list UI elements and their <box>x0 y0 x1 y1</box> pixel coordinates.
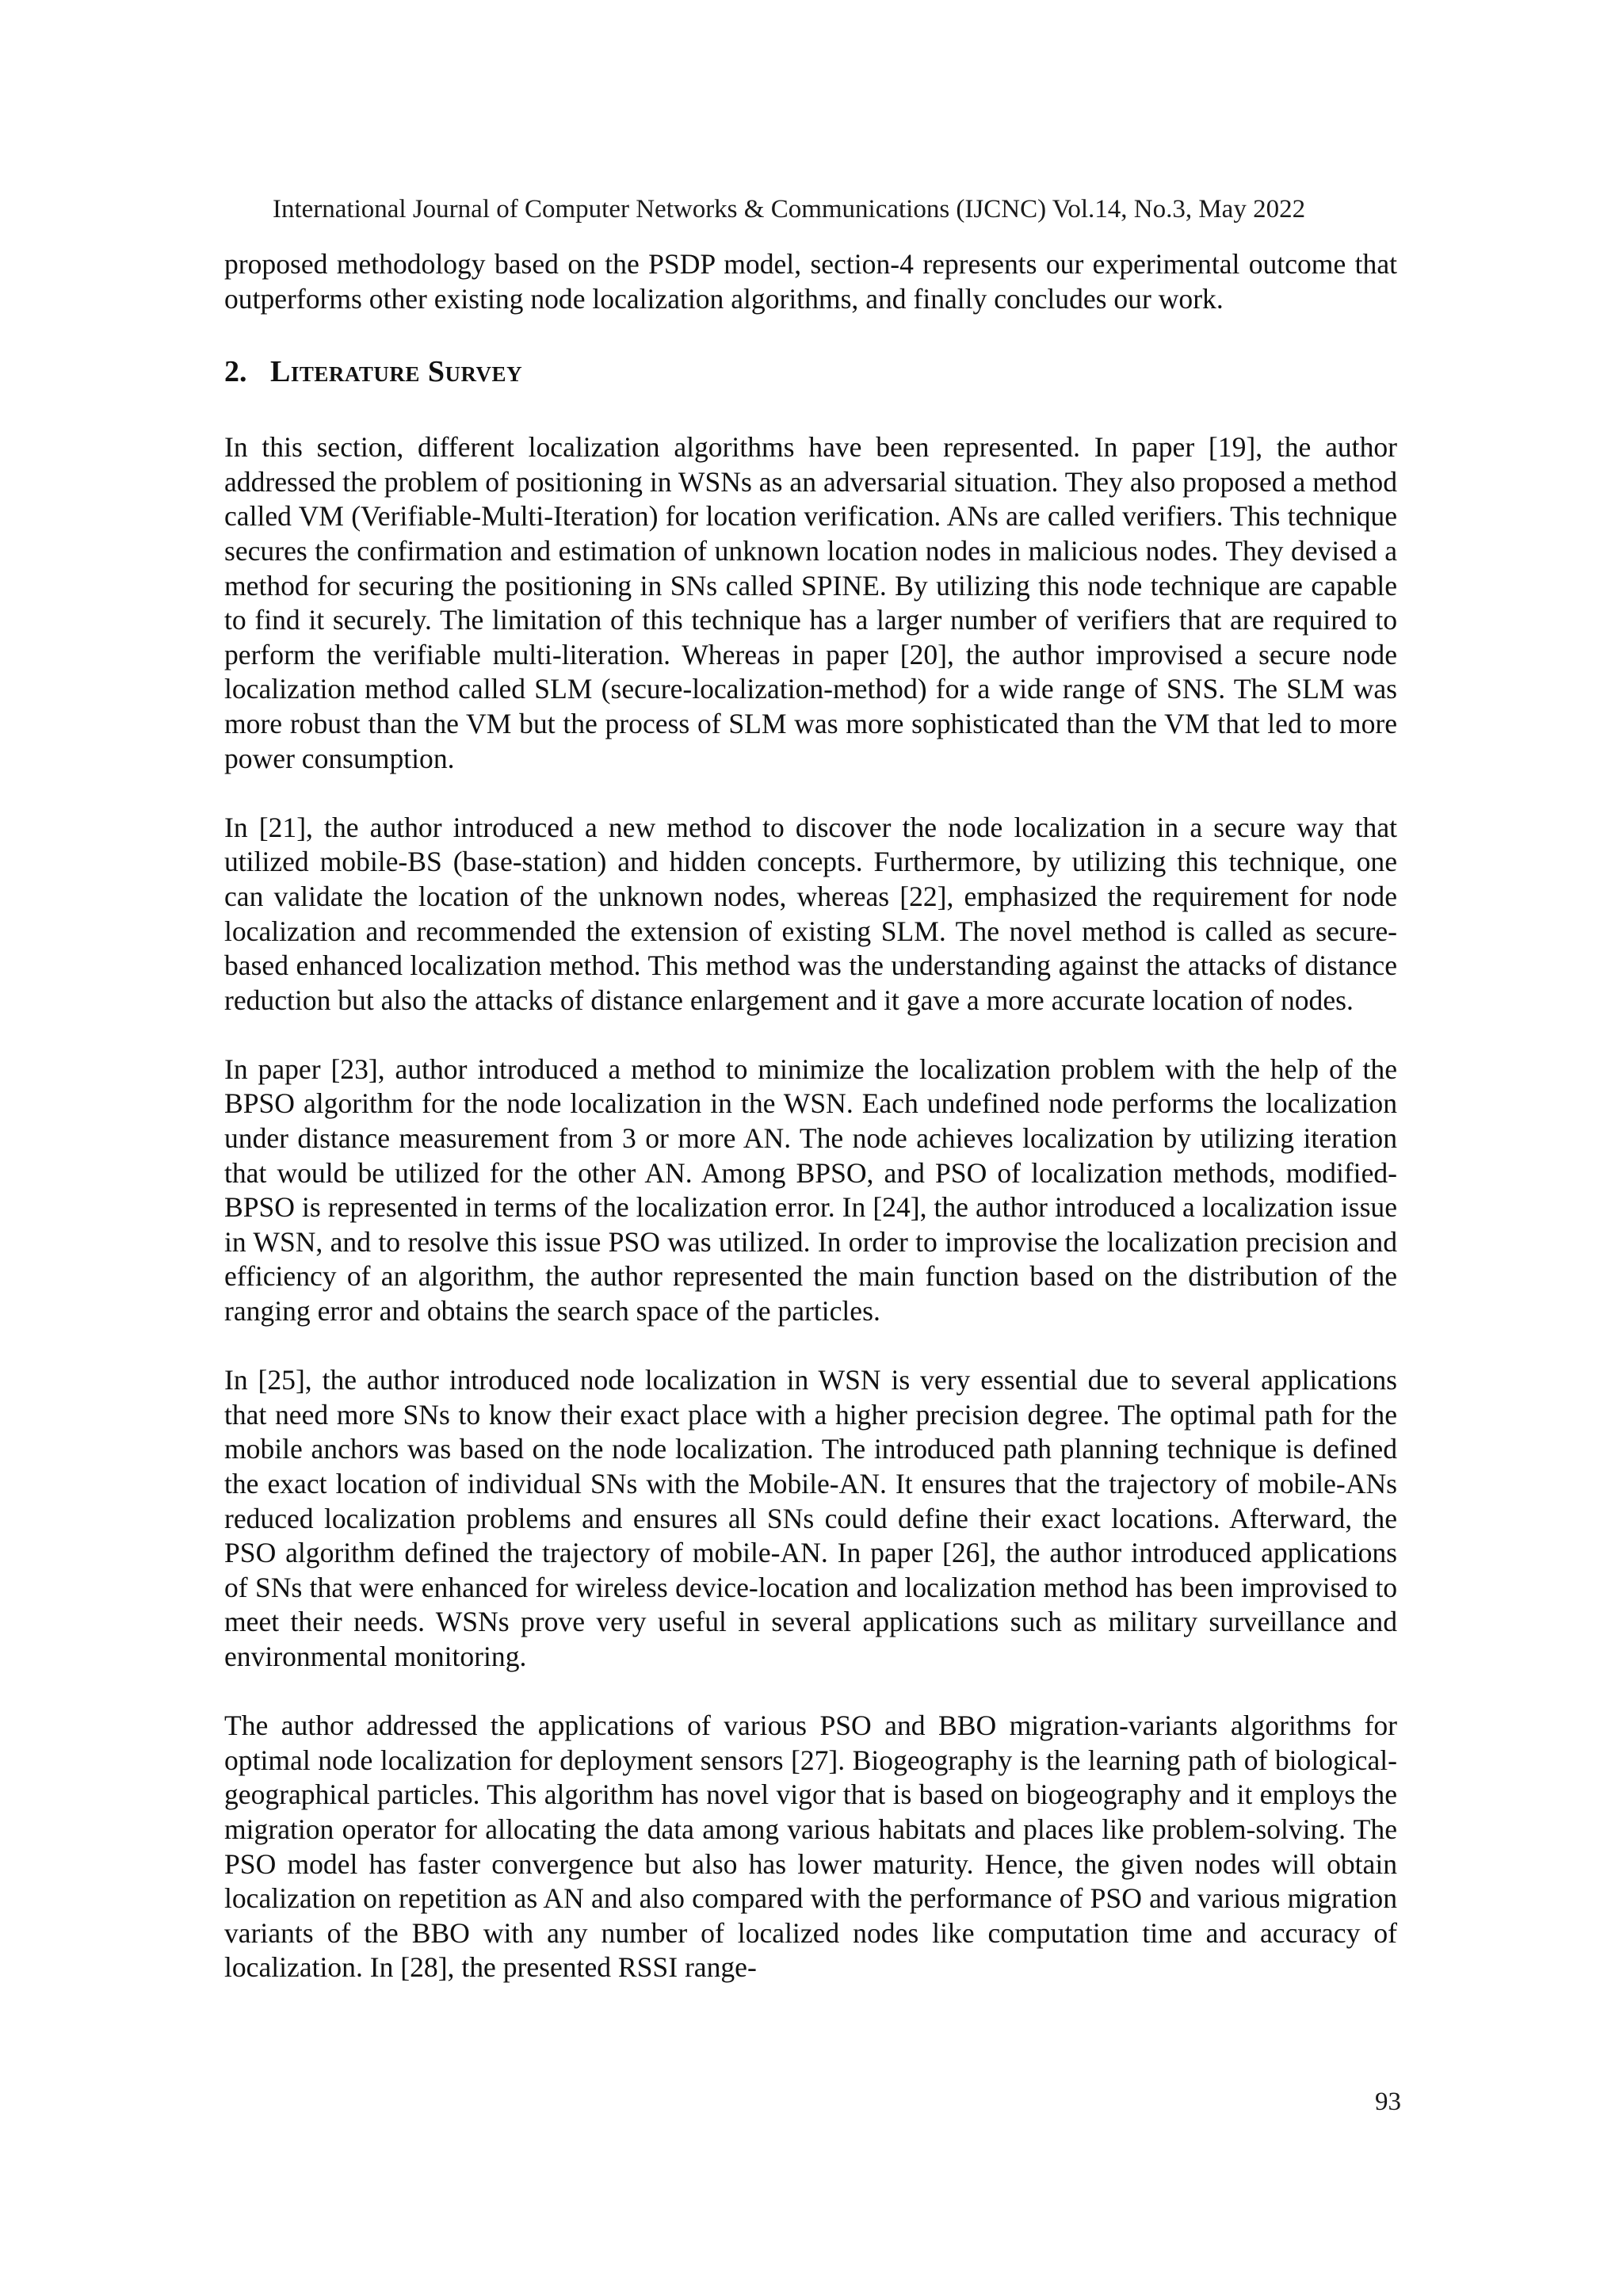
section-title: Literature Survey <box>270 355 523 389</box>
page-body <box>224 247 1397 1985</box>
body-paragraph: In paper [23], author introduced a method to minimize the localization problem with the help of the BPSO algorithm for the node localization in the WSN. Each undefined node performs the localization under distance measurement from 3 or more AN. The node achieves localization by utilizing iteration that would be utilized for the other AN. Among BPSO, and PSO of localization methods, modified-BPSO is represented in terms of the localization error. In [24], the author introduced a localization issue in WSN, and to resolve this issue PSO was utilized. In order to improvise the localization precision and efficiency of an algorithm, the author represented the main function based on the distribution of the ranging error and obtains the search space of the particles. <box>224 1052 1397 1328</box>
intro-continuation-paragraph: proposed methodology based on the PSDP model, section-4 represents our experimental outcome that outperforms other existing node localization algorithms, and finally concludes our work. <box>224 248 1397 315</box>
body-paragraph: In [21], the author introduced a new method to discover the node localization in a secure way that utilized mobile-BS (base-station) and hidden concepts. Furthermore, by utilizing this technique, one can validate the location of the unknown nodes, whereas [22], emphasized the requirement for node localization and recommended the extension of existing SLM. The novel method is called as secure-based enhanced localization method. This method was the understanding against the attacks of distance reduction but also the attacks of distance enlargement and it gave a more accurate location of nodes. <box>224 811 1397 1016</box>
body-paragraph: In this section, different localization algorithms have been represented. In paper [19], the author addressed the problem of positioning in WSNs as an adversarial situation. They also proposed a method called VM (Verifiable-Multi-Iteration) for location verification. ANs are called verifiers. This technique secures the confirmation and estimation of unknown location nodes in malicious nodes. They devised a method for securing the positioning in SNs called SPINE. By utilizing this node technique are capable to find it securely. The limitation of this technique has a larger number of verifiers that are required to perform the verifiable multi-literation. Whereas in paper [20], the author improvised a secure node localization method called SLM (secure-localization-method) for a wide range of SNS. The SLM was more robust than the VM but the process of SLM was more sophisticated than the VM that led to more power consumption. <box>224 431 1397 774</box>
body-paragraph: In [25], the author introduced node localization in WSN is very essential due to several applications that need more SNs to know their exact place with a higher precision degree. The optimal path for the mobile anchors was based on the node localization. The introduced path planning technique is defined the exact location of individual SNs with the Mobile-AN. It ensures that the trajectory of mobile-ANs reduced localization problems and ensures all SNs could define their exact locations. Afterward, the PSO algorithm defined the trajectory of mobile-AN. In paper [26], the author introduced applications of SNs that were enhanced for wireless device-location and localization method has been improvised to meet their needs. WSNs prove very useful in several applications such as military surveillance and environmental monitoring. <box>224 1364 1397 1672</box>
page-number: 93 <box>1375 2088 1401 2116</box>
section-heading <box>224 353 1397 391</box>
body-paragraph: The author addressed the applications of various PSO and BBO migration-variants algorithms for optimal node localization for deployment sensors [27]. Biogeography is the learning path of biological-geographical particles. This algorithm has novel vigor that is based on biogeography and it employs the migration operator for allocating the data among various habitats and places like problem-solving. The PSO model has faster convergence but also has lower maturity. Hence, the given nodes will obtain localization on repetition as AN and also compared with the performance of PSO and various migration variants of the BBO with any number of localized nodes like computation time and accuracy of localization. In [28], the presented RSSI range- <box>224 1710 1397 1984</box>
running-header: International Journal of Computer Networks & Communications (IJCNC) Vol.14, No.3, May 2022 <box>273 195 1306 223</box>
section-number: 2. <box>224 355 247 389</box>
